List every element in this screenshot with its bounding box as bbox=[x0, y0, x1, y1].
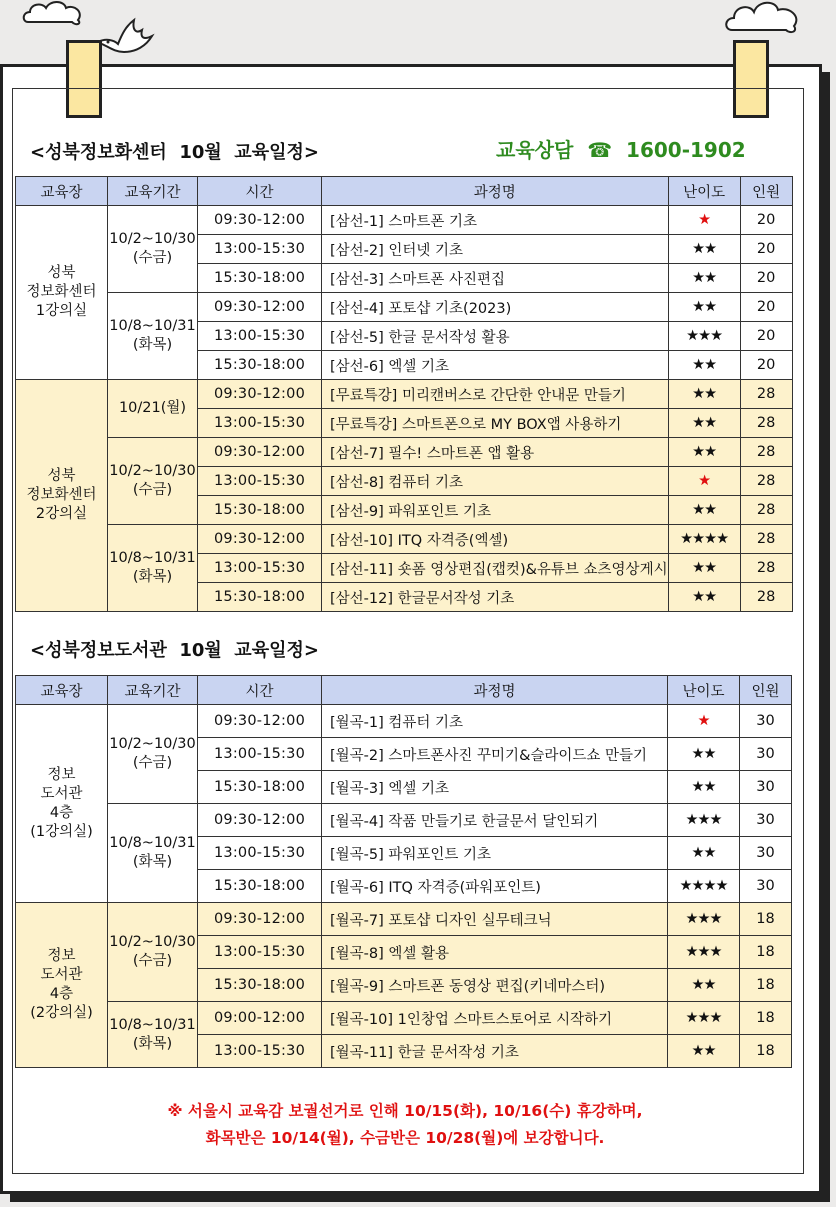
venue-cell: 정보 도서관 4층 (2강의실) bbox=[16, 903, 108, 1068]
course-cell: [월곡-11] 한글 문서작성 기초 bbox=[322, 1035, 668, 1068]
period-cell: 10/21(월) bbox=[108, 380, 198, 438]
difficulty-stars: ★★ bbox=[668, 438, 740, 467]
capacity-cell: 18 bbox=[740, 903, 792, 936]
column-header: 인원 bbox=[740, 676, 792, 705]
table-row bbox=[16, 293, 793, 322]
period-cell: 10/2~10/30 (수금) bbox=[108, 705, 198, 804]
table-header-row bbox=[16, 177, 793, 206]
table-row bbox=[16, 1002, 792, 1035]
column-header: 과정명 bbox=[322, 177, 669, 206]
time-cell: 15:30-18:00 bbox=[198, 583, 322, 612]
course-cell: [삼선-4] 포토샵 기초(2023) bbox=[322, 293, 669, 322]
time-cell: 09:30-12:00 bbox=[198, 293, 322, 322]
venue-cell: 성북 정보화센터 1강의실 bbox=[16, 206, 108, 380]
difficulty-stars: ★★ bbox=[668, 738, 740, 771]
time-cell: 15:30-18:00 bbox=[198, 351, 322, 380]
course-cell: [무료특강] 미리캔버스로 간단한 안내문 만들기 bbox=[322, 380, 669, 409]
difficulty-stars: ★★ bbox=[668, 293, 740, 322]
difficulty-stars: ★★★ bbox=[668, 1002, 740, 1035]
time-cell: 09:30-12:00 bbox=[198, 438, 322, 467]
course-cell: [삼선-1] 스마트폰 기초 bbox=[322, 206, 669, 235]
cloud-left-icon bbox=[22, 0, 84, 26]
time-cell: 15:30-18:00 bbox=[198, 969, 322, 1002]
difficulty-stars: ★★ bbox=[668, 554, 740, 583]
capacity-cell: 30 bbox=[740, 738, 792, 771]
table-row bbox=[16, 525, 793, 554]
column-header: 난이도 bbox=[668, 177, 740, 206]
column-header: 시간 bbox=[198, 177, 322, 206]
table-row bbox=[16, 206, 793, 235]
time-cell: 13:00-15:30 bbox=[198, 467, 322, 496]
course-cell: [월곡-7] 포토샵 디자인 실무테크닉 bbox=[322, 903, 668, 936]
difficulty-stars: ★★ bbox=[668, 837, 740, 870]
capacity-cell: 28 bbox=[740, 380, 792, 409]
difficulty-stars: ★★ bbox=[668, 496, 740, 525]
difficulty-stars: ★ bbox=[668, 705, 740, 738]
time-cell: 15:30-18:00 bbox=[198, 870, 322, 903]
difficulty-stars: ★★★ bbox=[668, 322, 740, 351]
time-cell: 09:30-12:00 bbox=[198, 804, 322, 837]
course-cell: [월곡-3] 엑셀 기초 bbox=[322, 771, 668, 804]
course-cell: [삼선-9] 파워포인트 기초 bbox=[322, 496, 669, 525]
notice-text bbox=[15, 1098, 795, 1152]
course-cell: [삼선-8] 컴퓨터 기초 bbox=[322, 467, 669, 496]
table-row bbox=[16, 380, 793, 409]
course-cell: [월곡-1] 컴퓨터 기초 bbox=[322, 705, 668, 738]
column-header: 시간 bbox=[198, 676, 322, 705]
capacity-cell: 28 bbox=[740, 554, 792, 583]
course-cell: [월곡-8] 엑셀 활용 bbox=[322, 936, 668, 969]
difficulty-stars: ★★★★ bbox=[668, 870, 740, 903]
period-cell: 10/2~10/30 (수금) bbox=[108, 206, 198, 293]
course-cell: [삼선-10] ITQ 자격증(엑셀) bbox=[322, 525, 669, 554]
capacity-cell: 30 bbox=[740, 705, 792, 738]
capacity-cell: 20 bbox=[740, 322, 792, 351]
time-cell: 09:30-12:00 bbox=[198, 903, 322, 936]
notice-line2: 화목반은 10/14(월), 수금반은 10/28(월)에 보강합니다. bbox=[205, 1129, 605, 1147]
period-cell: 10/2~10/30 (수금) bbox=[108, 903, 198, 1002]
time-cell: 09:30-12:00 bbox=[198, 206, 322, 235]
difficulty-stars: ★★★ bbox=[668, 804, 740, 837]
time-cell: 09:30-12:00 bbox=[198, 525, 322, 554]
period-cell: 10/8~10/31 (화목) bbox=[108, 293, 198, 380]
course-cell: [월곡-9] 스마트폰 동영상 편집(키네마스터) bbox=[322, 969, 668, 1002]
course-cell: [무료특강] 스마트폰으로 MY BOX앱 사용하기 bbox=[322, 409, 669, 438]
period-cell: 10/8~10/31 (화목) bbox=[108, 1002, 198, 1068]
section2-title: <성북정보도서관 10월 교육일정> bbox=[30, 640, 319, 661]
course-cell: [삼선-6] 엑셀 기초 bbox=[322, 351, 669, 380]
time-cell: 13:00-15:30 bbox=[198, 837, 322, 870]
contact-phone: 교육상담 ☎ 1600-1902 bbox=[496, 138, 746, 162]
time-cell: 13:00-15:30 bbox=[198, 409, 322, 438]
capacity-cell: 18 bbox=[740, 936, 792, 969]
period-cell: 10/2~10/30 (수금) bbox=[108, 438, 198, 525]
capacity-cell: 18 bbox=[740, 1035, 792, 1068]
capacity-cell: 28 bbox=[740, 409, 792, 438]
capacity-cell: 28 bbox=[740, 467, 792, 496]
course-cell: [삼선-11] 숏폼 영상편집(캡컷)&유튜브 쇼츠영상게시 bbox=[322, 554, 669, 583]
course-cell: [삼선-7] 필수! 스마트폰 앱 활용 bbox=[322, 438, 669, 467]
schedule-table-library bbox=[15, 675, 792, 1068]
difficulty-stars: ★★ bbox=[668, 235, 740, 264]
difficulty-stars: ★★ bbox=[668, 771, 740, 804]
column-header: 인원 bbox=[740, 177, 792, 206]
column-header: 교육장 bbox=[16, 177, 108, 206]
column-header: 과정명 bbox=[322, 676, 668, 705]
table-row bbox=[16, 438, 793, 467]
capacity-cell: 20 bbox=[740, 293, 792, 322]
time-cell: 09:30-12:00 bbox=[198, 380, 322, 409]
difficulty-stars: ★★ bbox=[668, 380, 740, 409]
time-cell: 09:30-12:00 bbox=[198, 705, 322, 738]
course-cell: [삼선-2] 인터넷 기초 bbox=[322, 235, 669, 264]
course-cell: [월곡-4] 작품 만들기로 한글문서 달인되기 bbox=[322, 804, 668, 837]
difficulty-stars: ★★ bbox=[668, 409, 740, 438]
period-cell: 10/8~10/31 (화목) bbox=[108, 804, 198, 903]
course-cell: [삼선-3] 스마트폰 사진편집 bbox=[322, 264, 669, 293]
capacity-cell: 28 bbox=[740, 583, 792, 612]
capacity-cell: 30 bbox=[740, 804, 792, 837]
difficulty-stars: ★★ bbox=[668, 583, 740, 612]
venue-cell: 정보 도서관 4층 (1강의실) bbox=[16, 705, 108, 903]
bird-icon bbox=[96, 16, 158, 56]
section1-title: <성북정보화센터 10월 교육일정> bbox=[30, 142, 319, 163]
table-header-row bbox=[16, 676, 792, 705]
time-cell: 15:30-18:00 bbox=[198, 264, 322, 293]
column-header: 교육기간 bbox=[108, 676, 198, 705]
capacity-cell: 18 bbox=[740, 969, 792, 1002]
time-cell: 13:00-15:30 bbox=[198, 738, 322, 771]
period-cell: 10/8~10/31 (화목) bbox=[108, 525, 198, 612]
course-cell: [월곡-2] 스마트폰사진 꾸미기&슬라이드쇼 만들기 bbox=[322, 738, 668, 771]
schedule-table-center bbox=[15, 176, 793, 612]
capacity-cell: 18 bbox=[740, 1002, 792, 1035]
course-cell: [월곡-10] 1인창업 스마트스토어로 시작하기 bbox=[322, 1002, 668, 1035]
difficulty-stars: ★★★★ bbox=[668, 525, 740, 554]
difficulty-stars: ★★★ bbox=[668, 903, 740, 936]
difficulty-stars: ★★★ bbox=[668, 936, 740, 969]
capacity-cell: 20 bbox=[740, 351, 792, 380]
capacity-cell: 28 bbox=[740, 438, 792, 467]
time-cell: 15:30-18:00 bbox=[198, 771, 322, 804]
course-cell: [삼선-5] 한글 문서작성 활용 bbox=[322, 322, 669, 351]
venue-cell: 성북 정보화센터 2강의실 bbox=[16, 380, 108, 612]
cloud-right-icon bbox=[724, 0, 802, 34]
course-cell: [월곡-6] ITQ 자격증(파워포인트) bbox=[322, 870, 668, 903]
difficulty-stars: ★★ bbox=[668, 264, 740, 293]
column-header: 교육장 bbox=[16, 676, 108, 705]
difficulty-stars: ★★ bbox=[668, 969, 740, 1002]
time-cell: 13:00-15:30 bbox=[198, 554, 322, 583]
course-cell: [삼선-12] 한글문서작성 기초 bbox=[322, 583, 669, 612]
capacity-cell: 28 bbox=[740, 525, 792, 554]
capacity-cell: 28 bbox=[740, 496, 792, 525]
time-cell: 13:00-15:30 bbox=[198, 235, 322, 264]
table-row bbox=[16, 903, 792, 936]
capacity-cell: 20 bbox=[740, 264, 792, 293]
difficulty-stars: ★ bbox=[668, 206, 740, 235]
time-cell: 13:00-15:30 bbox=[198, 936, 322, 969]
capacity-cell: 20 bbox=[740, 235, 792, 264]
capacity-cell: 20 bbox=[740, 206, 792, 235]
difficulty-stars: ★ bbox=[668, 467, 740, 496]
capacity-cell: 30 bbox=[740, 837, 792, 870]
course-cell: [월곡-5] 파워포인트 기초 bbox=[322, 837, 668, 870]
time-cell: 13:00-15:30 bbox=[198, 322, 322, 351]
notice-line1: ※ 서울시 교육감 보궐선거로 인해 10/15(화), 10/16(수) 휴강하며, bbox=[167, 1102, 643, 1120]
time-cell: 09:00-12:00 bbox=[198, 1002, 322, 1035]
difficulty-stars: ★★ bbox=[668, 351, 740, 380]
difficulty-stars: ★★ bbox=[668, 1035, 740, 1068]
time-cell: 15:30-18:00 bbox=[198, 496, 322, 525]
column-header: 난이도 bbox=[668, 676, 740, 705]
column-header: 교육기간 bbox=[108, 177, 198, 206]
table-row bbox=[16, 705, 792, 738]
capacity-cell: 30 bbox=[740, 771, 792, 804]
capacity-cell: 30 bbox=[740, 870, 792, 903]
time-cell: 13:00-15:30 bbox=[198, 1035, 322, 1068]
table-row bbox=[16, 804, 792, 837]
